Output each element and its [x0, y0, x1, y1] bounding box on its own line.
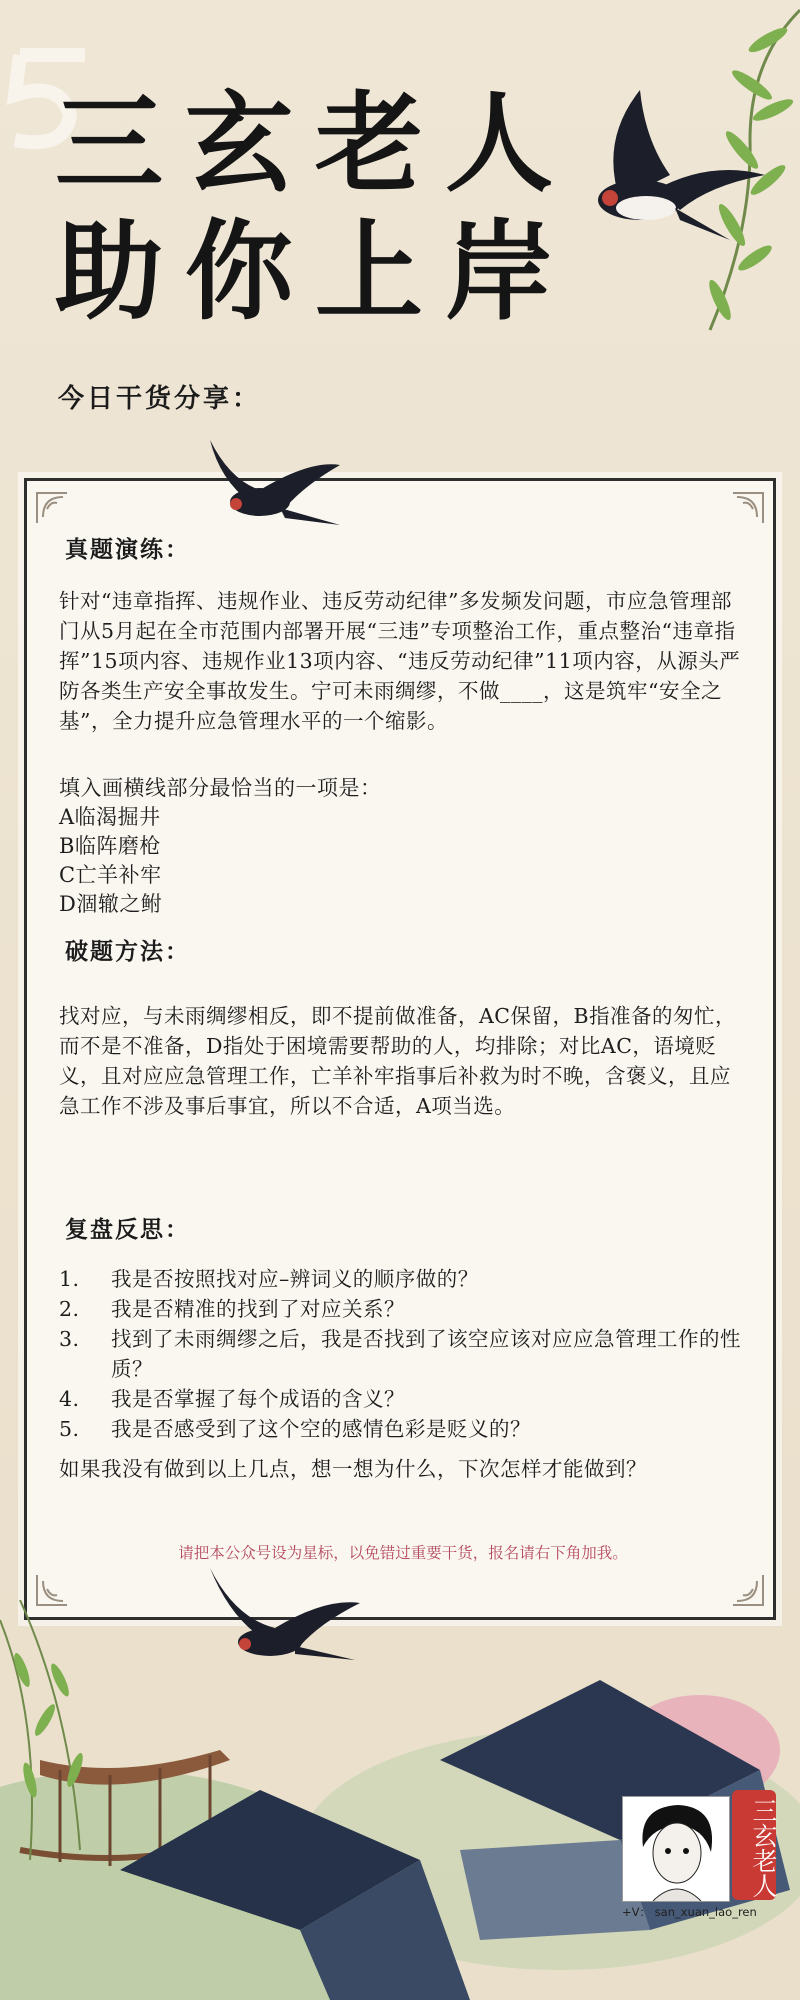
- option-d: D涸辙之鲋: [59, 892, 163, 916]
- closing-text: 如果我没有做到以上几点，想一想为什么，下次怎样才能做到？: [59, 1457, 647, 1481]
- follow-tip: 请把本公众号设为星标，以免错过重要干货，报名请右下角加我。: [178, 1544, 628, 1562]
- wechat-id: +V： san_xuan_lao_ren: [622, 1905, 757, 1919]
- practice-options: [59, 774, 751, 919]
- subtitle: 今日干货分享：: [58, 384, 262, 414]
- swallow-bird-icon: [560, 80, 770, 250]
- method-text: [59, 1001, 751, 1121]
- practice-question: [59, 586, 751, 736]
- review-closing: [59, 1454, 751, 1484]
- option-c: C亡羊补牢: [59, 863, 162, 887]
- swallow-bird-icon: [190, 420, 350, 530]
- page-title-line1: 三玄老人: [55, 81, 576, 207]
- section-title-review: 复盘反思：: [65, 1217, 190, 1243]
- section-title-practice: 真题演练：: [65, 537, 190, 563]
- list-item: 2. 我是否精准的找到了对应关系？: [59, 1297, 405, 1321]
- section-title-method: 破题方法：: [65, 939, 190, 965]
- list-item: 1. 我是否按照找对应–辨词义的顺序做的？: [59, 1267, 479, 1291]
- swallow-bird-icon: [195, 1548, 365, 1668]
- seal-stamp: 三玄老人: [732, 1790, 776, 1900]
- option-b: B临阵磨枪: [59, 834, 161, 858]
- option-a: A临渴掘井: [59, 805, 161, 829]
- page-title-line2: 助你上岸: [55, 209, 576, 335]
- corner-ornament-icon: [725, 487, 767, 529]
- corner-ornament-icon: [33, 487, 75, 529]
- method-paragraph: 找对应，与未雨绸缪相反，即不提前做准备，AC保留，B指准备的匆忙，而不是不准备，D指处于困境需要帮助的人，均排除；对比AC，语境贬义，且对应应急管理工作，亡羊补牢指事后补救为时不晚，含褒义，且应急工作不涉及事后事宜，所以不合适，A项当选。: [59, 1004, 737, 1118]
- list-item: 3. 找到了未雨绸缪之后，我是否找到了该空应该对应应急管理工作的性质？: [59, 1327, 741, 1381]
- review-list: [59, 1264, 751, 1444]
- list-item: 4. 我是否掌握了每个成语的含义？: [59, 1387, 405, 1411]
- question-text: 针对“违章指挥、违规作业、违反劳动纪律”多发频发问题，市应急管理部门从5月起在全市范围内部署开展“三违”专项整治工作，重点整治“违章指挥”15项内容、违规作业13项内容、“违反劳动纪律”11项内容，从源头严防各类生产安全事故发生。宁可未雨绸缪，不做____，这是筑牢“安全之基”，全力提升应急管理水平的一个缩影。: [59, 589, 741, 733]
- options-prompt: 填入画横线部分最恰当的一项是：: [59, 776, 382, 800]
- avatar: [622, 1796, 730, 1902]
- content-card: [24, 478, 776, 1620]
- list-item: 5. 我是否感受到了这个空的感情色彩是贬义的？: [59, 1417, 531, 1441]
